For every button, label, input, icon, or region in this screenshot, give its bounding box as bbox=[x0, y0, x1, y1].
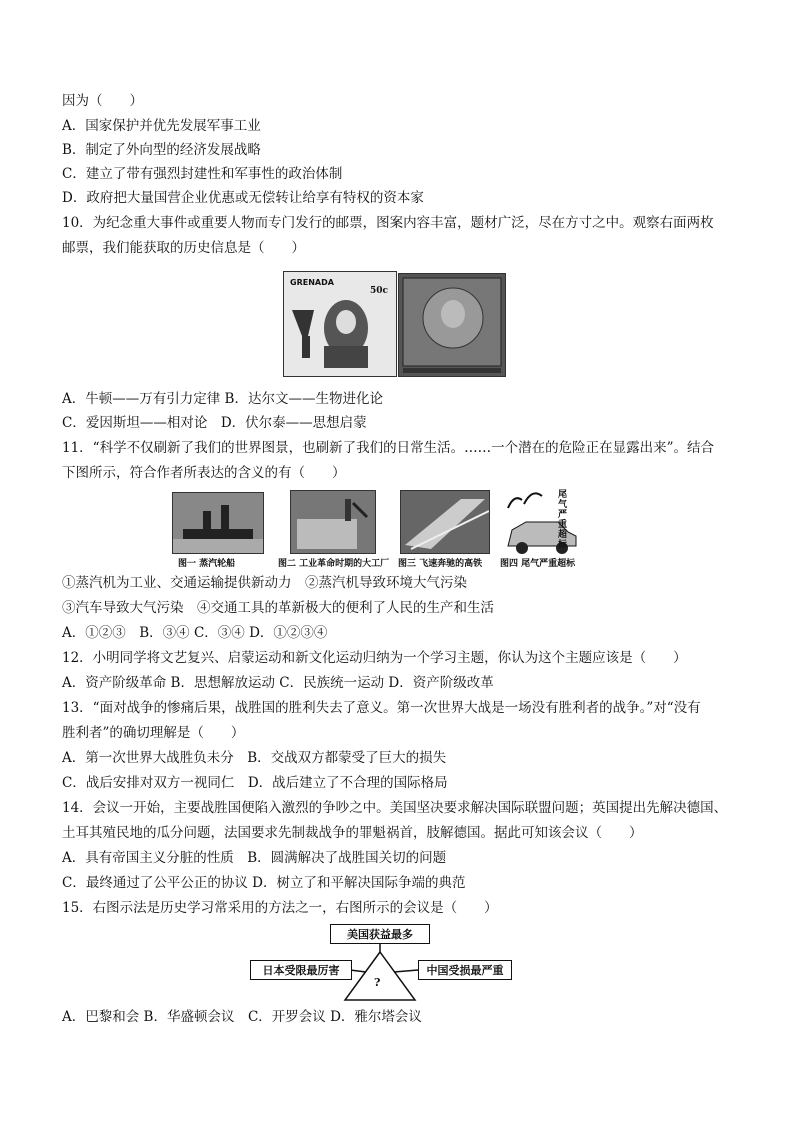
q10-option-cd: C．爱因斯坦——相对论 D．伏尔泰——思想启蒙 bbox=[62, 415, 367, 431]
q15-stem: 15．右图示法是历史学习常采用的方法之一，右图所示的会议是（ ） bbox=[62, 900, 498, 916]
q11-figures bbox=[172, 486, 590, 570]
q15-diagram bbox=[250, 922, 510, 1004]
stamp-newton bbox=[283, 271, 397, 377]
stamp-portrait-icon bbox=[284, 272, 396, 376]
fig4-label: 尾气严重超标 bbox=[558, 490, 568, 550]
caption-2: 图二 工业革命时期的大工厂 bbox=[278, 559, 390, 569]
caption-4: 图四 尾气严重超标 bbox=[500, 559, 576, 569]
diagram-top-box: 美国获益最多 bbox=[330, 924, 430, 944]
stamp-country: GRENADA bbox=[290, 278, 334, 287]
q11-statement-1: ①蒸汽机为工业、交通运输提供新动力 ②蒸汽机导致环境大气污染 bbox=[62, 575, 467, 591]
figure-high-speed-rail bbox=[400, 490, 490, 554]
q15-options: A．巴黎和会 B．华盛顿会议 C．开罗会议 D．雅尔塔会议 bbox=[62, 1009, 422, 1025]
q11-options: A．①②③ B．③④ C．③④ D．①②③④ bbox=[62, 625, 328, 641]
q13-option-cd: C．战后安排对双方一视同仁 D．战后建立了不合理的国际格局 bbox=[62, 775, 448, 791]
factory-icon bbox=[291, 491, 375, 553]
q14-stem-2: 土耳其殖民地的瓜分问题，法国要求先制裁战争的罪魁祸首，肢解德国。据此可知该会议（ ） bbox=[62, 825, 643, 841]
q10-option-ab: A．牛顿——万有引力定律 B．达尔文——生物进化论 bbox=[62, 391, 383, 407]
q11-statement-2: ③汽车导致大气污染 ④交通工具的革新极大的便利了人民的生产和生活 bbox=[62, 600, 494, 616]
car-exhaust-icon bbox=[502, 486, 590, 556]
q13-stem-2: 胜利者”的确切理解是（ ） bbox=[62, 725, 245, 741]
stamp-value: 50c bbox=[369, 286, 388, 296]
q12-options: A．资产阶级革命 B．思想解放运动 C．民族统一运动 D．资产阶级改革 bbox=[62, 675, 494, 691]
diagram-left-box: 日本受限最厉害 bbox=[250, 960, 352, 980]
stamp-portrait-2 bbox=[398, 273, 506, 377]
q9-stem-cont: 因为（ ） bbox=[62, 93, 143, 109]
q10-stem-1: 10．为纪念重大事件或重要人物而专门发行的邮票，图案内容丰富，题材广泛，尽在方寸之中。观察右面两枚 bbox=[62, 215, 714, 231]
diagram-center-mark: ? bbox=[374, 976, 381, 989]
train-icon bbox=[401, 491, 489, 553]
q9-option-d: D．政府把大量国营企业优惠或无偿转让给享有特权的资本家 bbox=[62, 190, 424, 206]
q14-option-cd: C．最终通过了公平公正的协议 D．树立了和平解决国际争端的典范 bbox=[62, 875, 466, 891]
q10-stamps-figure bbox=[283, 271, 505, 377]
q10-stem-2: 邮票，我们能获取的历史信息是（ ） bbox=[62, 240, 305, 256]
q13-option-ab: A．第一次世界大战胜负未分 B．交战双方都蒙受了巨大的损失 bbox=[62, 750, 447, 766]
q14-option-ab: A．具有帝国主义分脏的性质 B．圆满解决了战胜国关切的问题 bbox=[62, 850, 447, 866]
q11-stem-1: 11．“科学不仅刷新了我们的世界图景，也刷新了我们的日常生活。……一个潜在的危险正在显露出来”。结合 bbox=[62, 440, 714, 456]
caption-3: 图三 飞速奔驰的高铁 bbox=[398, 559, 483, 569]
q9-option-c: C．建立了带有强烈封建性和军事性的政治体制 bbox=[62, 166, 343, 182]
figure-factory bbox=[290, 490, 376, 554]
q12-stem: 12．小明同学将文艺复兴、启蒙运动和新文化运动归纳为一个学习主题，你认为这个主题应该是（ ） bbox=[62, 650, 687, 666]
caption-1: 图一 蒸汽轮船 bbox=[178, 559, 236, 569]
stamp-engraving-icon bbox=[399, 274, 505, 376]
figure-exhaust bbox=[502, 486, 590, 556]
steamship-icon bbox=[173, 493, 263, 553]
figure-steamship bbox=[172, 492, 264, 554]
q13-stem-1: 13．“面对战争的惨痛后果，战胜国的胜利失去了意义。第一次世界大战是一场没有胜利者的战争。”对“没有 bbox=[62, 700, 701, 716]
q11-stem-2: 下图所示，符合作者所表达的含义的有（ ） bbox=[62, 465, 346, 481]
q14-stem-1: 14．会议一开始，主要战胜国便陷入激烈的争吵之中。美国坚决要求解决国际联盟问题；英国提出先解决德国、 bbox=[62, 800, 728, 816]
diagram-right-box: 中国受损最严重 bbox=[418, 960, 512, 980]
q9-option-b: B．制定了外向型的经济发展战略 bbox=[62, 142, 261, 158]
q9-option-a: A．国家保护并优先发展军事工业 bbox=[62, 118, 261, 134]
